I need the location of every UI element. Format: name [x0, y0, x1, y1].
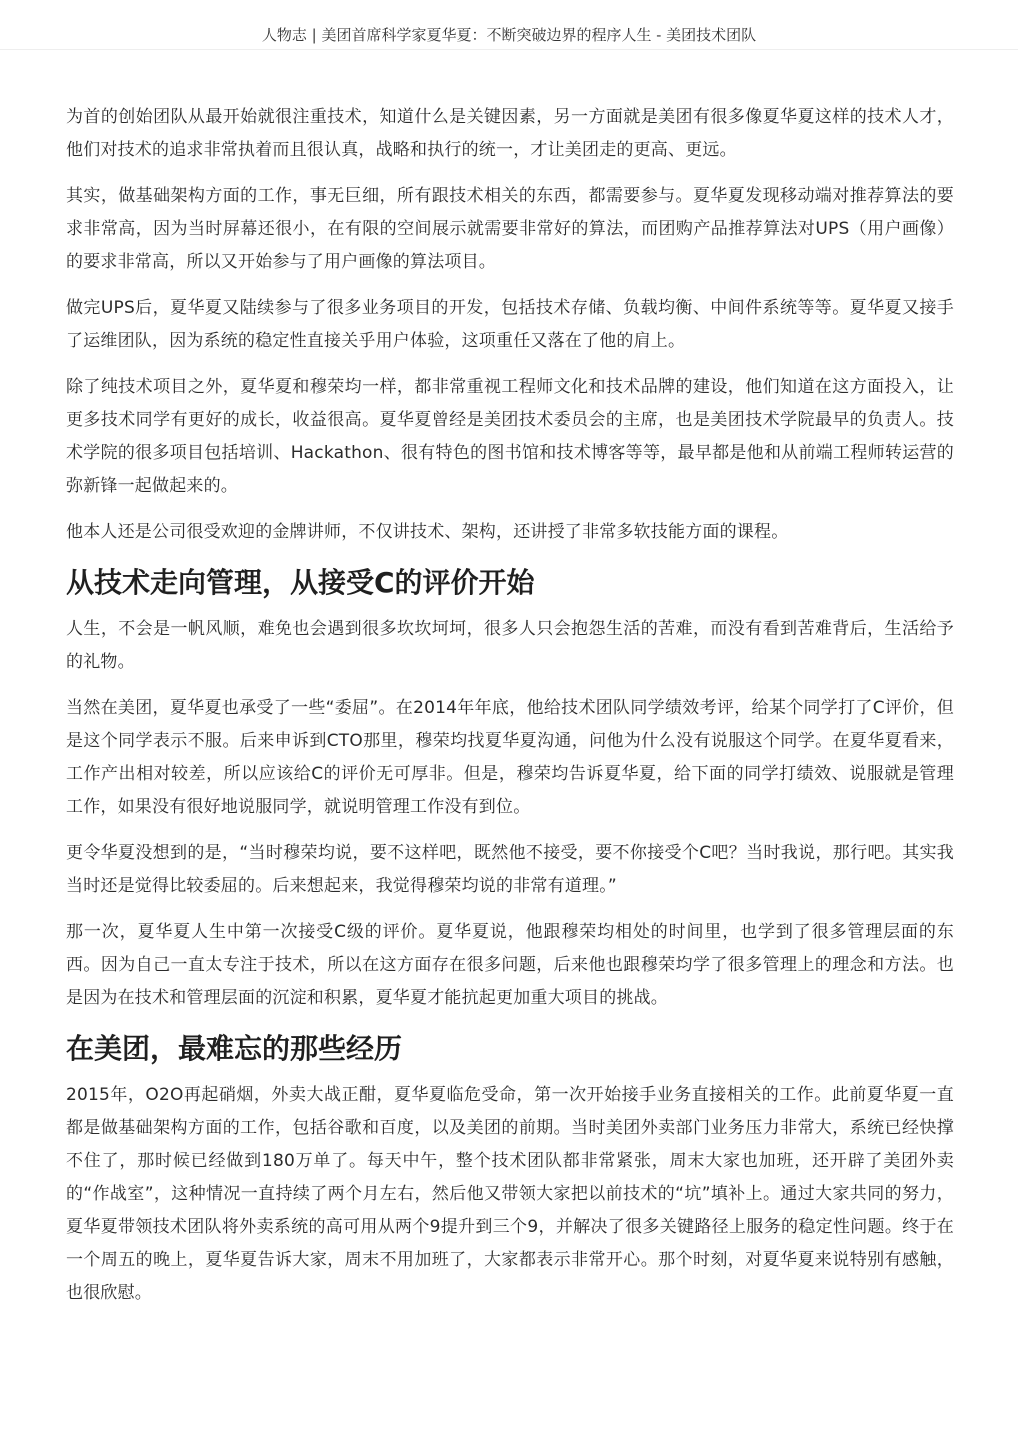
paragraph: 2015年，O2O再起硝烟，外卖大战正酣，夏华夏临危受命，第一次开始接手业务直接相关的工作。此前夏华夏一直都是做基础架构方面的工作，包括谷歌和百度，以及美团的前期。当时美团外卖部门业务压力非常大，系统已经快撑不住了，那时候已经做到180万单了。每天中午，整个技术团队都非常紧张，周末大家也加班，还开辟了美团外卖的“作战室”，这种情况一直持续了两个月左右，然后他又带领大家把以前技术的“坑”填补上。通过大家共同的努力，夏华夏带领技术团队将外卖系统的高可用从两个9提升到三个9，并解决了很多关键路径上服务的稳定性问题。终于在一个周五的晚上，夏华夏告诉大家，周末不用加班了，大家都表示非常开心。那个时刻，对夏华夏来说特别有感触，也很欣慰。 — [66, 1085, 954, 1303]
paragraph: 为首的创始团队从最开始就很注重技术，知道什么是关键因素，另一方面就是美团有很多像夏华夏这样的技术人才，他们对技术的追求非常执着而且很认真，战略和执行的统一，才让美团走的更高、更远。 — [66, 107, 954, 160]
paragraph: 那一次，夏华夏人生中第一次接受C级的评价。夏华夏说，他跟穆荣均相处的时间里，也学到了很多管理层面的东西。因为自己一直太专注于技术，所以在这方面存在很多问题，后来他也跟穆荣均学了很多管理上的理念和方法。也是因为在技术和管理层面的沉淀和积累，夏华夏才能抗起更加重大项目的挑战。 — [66, 922, 954, 1008]
paragraph: 他本人还是公司很受欢迎的金牌讲师，不仅讲技术、架构，还讲授了非常多软技能方面的课程。 — [66, 522, 789, 542]
page-header — [0, 0, 1018, 50]
paragraph: 做完UPS后，夏华夏又陆续参与了很多业务项目的开发，包括技术存储、负载均衡、中间件系统等等。夏华夏又接手了运维团队，因为系统的稳定性直接关乎用户体验，这项重任又落在了他的肩上。 — [66, 298, 954, 351]
paragraph: 当然在美团，夏华夏也承受了一些“委屈”。在2014年年底，他给技术团队同学绩效考评，给某个同学打了C评价，但是这个同学表示不服。后来申诉到CTO那里，穆荣均找夏华夏沟通，问他为什么没有说服这个同学。在夏华夏看来，工作产出相对较差，所以应该给C的评价无可厚非。但是，穆荣均告诉夏华夏，给下面的同学打绩效、说服就是管理工作，如果没有很好地说服同学，就说明管理工作没有到位。 — [66, 698, 954, 817]
paragraph: 更令华夏没想到的是，“当时穆荣均说，要不这样吧，既然他不接受，要不你接受个C吧？当时我说，那行吧。其实我当时还是觉得比较委屈的。后来想起来，我觉得穆荣均说的非常有道理。” — [66, 843, 954, 896]
article-body — [66, 101, 954, 1323]
section-heading: 在美团，最难忘的那些经历 — [66, 1032, 403, 1065]
paragraph: 人生，不会是一帆风顺，难免也会遇到很多坎坎坷坷，很多人只会抱怨生活的苦难，而没有看到苦难背后，生活给予的礼物。 — [66, 619, 954, 672]
paragraph: 除了纯技术项目之外，夏华夏和穆荣均一样，都非常重视工程师文化和技术品牌的建设，他们知道在这方面投入，让更多技术同学有更好的成长，收益很高。夏华夏曾经是美团技术委员会的主席，也是美团技术学院最早的负责人。技术学院的很多项目包括培训、Hackathon、很有特色的图书馆和技术博客等等，最早都是他和从前端工程师转运营的弥新锋一起做起来的。 — [66, 377, 954, 496]
section-heading: 从技术走向管理，从接受C的评价开始 — [66, 566, 535, 599]
paragraph: 其实，做基础架构方面的工作，事无巨细，所有跟技术相关的东西，都需要参与。夏华夏发现移动端对推荐算法的要求非常高，因为当时屏幕还很小，在有限的空间展示就需要非常好的算法，而团购产品推荐算法对UPS（用户画像）的要求非常高，所以又开始参与了用户画像的算法项目。 — [66, 186, 954, 272]
page-title: 人物志 | 美团首席科学家夏华夏：不断突破边界的程序人生 - 美团技术团队 — [261, 26, 757, 44]
